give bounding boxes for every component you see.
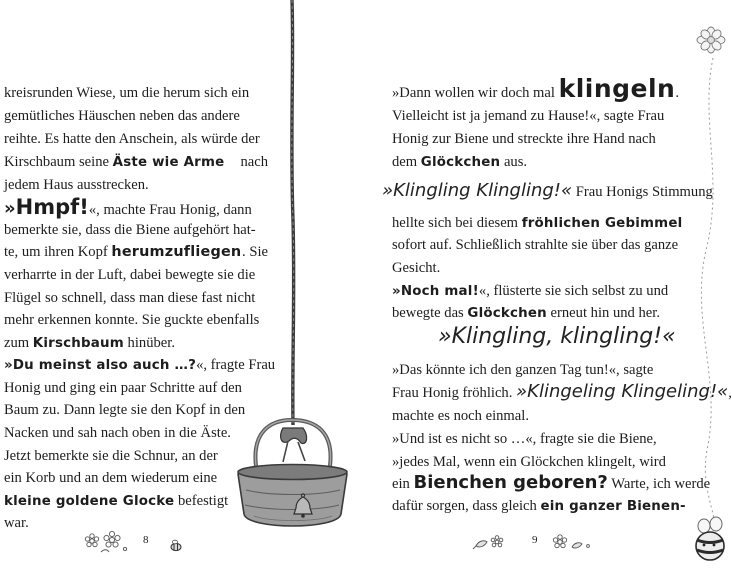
text-run: Frau Honigs Stimmung xyxy=(572,184,713,200)
text-run: hinüber. xyxy=(123,335,175,351)
text-run: war. xyxy=(4,515,29,531)
bold-phrase: Du meinst also auch …? xyxy=(12,358,197,373)
bold-phrase: fröhlichen Gebimmel xyxy=(521,216,683,231)
text-run: Frau Honig fröhlich. xyxy=(392,385,517,401)
text-run: «, flüsterte sie sich selbst zu und xyxy=(478,283,669,299)
bold-phrase: Glöckchen xyxy=(467,306,547,321)
text-run: Vielleicht ist ja jemand zu Hause!«, sagte Frau xyxy=(392,108,665,124)
text-run: zum xyxy=(4,335,33,351)
text-run: reihte. Es hatte den Anschein, als würde der xyxy=(4,131,260,147)
page-number: 8 xyxy=(143,534,149,546)
text-run: aus. xyxy=(500,154,528,170)
rope-ends xyxy=(283,441,305,462)
text-run: Flügel so schnell, dass man diese fast nicht xyxy=(4,290,256,306)
text-run: jedem Haus ausstrecken. xyxy=(4,177,149,193)
bold-phrase: klingeln xyxy=(558,74,676,103)
basket-rim xyxy=(238,465,347,480)
bold-phrase: Kirschbaum xyxy=(32,336,124,351)
text-run: verharrte in der Luft, dabei bewegte sie die xyxy=(4,267,256,283)
text-run: kreisrunden Wiese, um die herum sich ein xyxy=(4,85,250,101)
text-run: nach xyxy=(240,154,268,170)
text-run: , xyxy=(728,385,732,401)
text-run: Gesicht. xyxy=(392,260,441,276)
text-run: bemerkte sie, dass die Biene aufgehört hat- xyxy=(4,222,256,238)
text-run: »Dann wollen wir doch mal xyxy=(392,85,559,101)
bold-phrase: Noch mal! xyxy=(400,284,479,299)
bold-phrase: Bienchen geboren? xyxy=(413,472,608,493)
text-run: Baum zu. Dann legte sie den Kopf in den xyxy=(4,402,246,418)
page-number: 9 xyxy=(532,534,538,546)
handwritten-sound: »Klingeling Klingeling!« xyxy=(516,381,729,402)
text-run: » xyxy=(4,358,13,373)
basket-handle-illustration xyxy=(255,420,330,466)
text-run: . Sie xyxy=(242,244,268,260)
bee-flight-path-decoration xyxy=(701,58,714,530)
text-run: dem xyxy=(392,154,421,170)
text-run: dafür sorgen, dass gleich xyxy=(392,498,541,514)
footer-bee-decoration xyxy=(171,540,181,550)
text-run: sofort auf. Schließlich strahlte sie über das ganze xyxy=(392,237,679,253)
text-run: ein Korb und an dem wiederum eine xyxy=(4,470,218,486)
text-run: Honig zur Biene und streckte ihre Hand nach xyxy=(392,131,656,147)
footer-flower-decoration xyxy=(553,535,589,548)
text-run: » xyxy=(392,284,401,299)
bold-phrase: Äste wie Arme xyxy=(112,155,225,170)
text-run: «, fragte Frau xyxy=(196,357,276,373)
text-run: . xyxy=(675,85,680,101)
text-run: ein xyxy=(392,476,414,492)
text-run: bewegte das xyxy=(392,305,468,321)
handwritten-sound: »Klingling, klingling!« xyxy=(438,324,676,349)
text-run: Kirschbaum seine xyxy=(4,154,113,170)
text-run: Honig und ging ein paar Schritte auf den xyxy=(4,380,242,396)
bold-phrase: herumzufliegen xyxy=(111,244,242,260)
text-run: mehr erkennen konnte. Sie guckte ebenfalls xyxy=(4,312,260,328)
corner-flower-decoration xyxy=(697,27,725,53)
text-run: »jedes Mal, wenn ein Glöckchen klingelt, wird xyxy=(392,454,666,470)
text-run: gemütliches Häuschen neben das andere xyxy=(4,108,240,124)
text-run: Nacken und sah nach oben in die Äste. xyxy=(4,425,231,441)
text-run: erneut hin und her. xyxy=(546,305,660,321)
text-run: »Und ist es nicht so …«, fragte sie die Biene, xyxy=(392,431,657,447)
text-run: befestigt xyxy=(174,493,229,509)
bold-phrase: Hmpf! xyxy=(15,195,89,219)
rope-knot-illustration xyxy=(281,428,307,444)
text-run: te, um ihren Kopf xyxy=(4,244,112,260)
handwritten-sound: »Klingling Klingling!« xyxy=(382,180,573,201)
text-run: » xyxy=(4,198,16,219)
bold-phrase: kleine goldene Glocke xyxy=(4,494,175,509)
text-run: hellte sich bei diesem xyxy=(392,215,522,231)
bell-clapper xyxy=(301,514,305,518)
text-run: Warte, ich werde xyxy=(607,476,711,492)
text-run: «, machte Frau Honig, dann xyxy=(88,202,252,218)
footer-flower-decoration xyxy=(85,531,126,552)
text-run: Jetzt bemerkte sie die Schnur, an der xyxy=(4,448,218,464)
footer-leaf-decoration xyxy=(473,536,503,549)
bold-phrase: ein ganzer Bienen- xyxy=(540,499,686,514)
text-run: »Das könnte ich den ganzen Tag tun!«, sagte xyxy=(392,362,654,378)
bee-illustration xyxy=(696,517,724,560)
text-run: machte es noch einmal. xyxy=(392,408,529,424)
bold-phrase: Glöckchen xyxy=(420,155,501,170)
